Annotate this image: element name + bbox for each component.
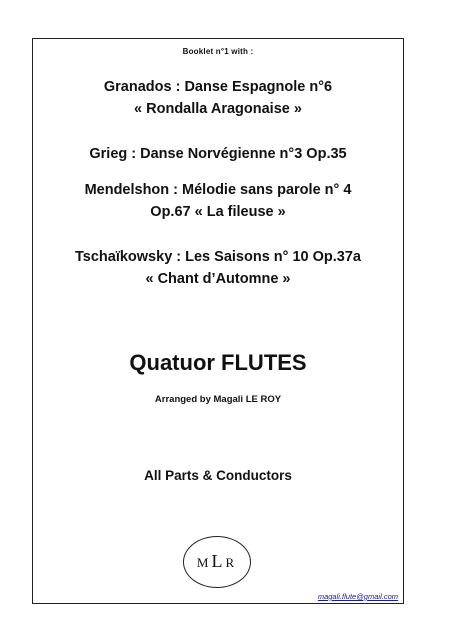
booklet-label: Booklet n°1 with : bbox=[182, 47, 254, 56]
parts-label: All Parts & Conductors bbox=[144, 468, 292, 483]
piece-granados bbox=[32, 76, 404, 120]
piece-granados-line1: Granados : Danse Espagnole n°6 bbox=[103, 79, 333, 95]
arranger-credit: Arranged by Magali LE ROY bbox=[154, 394, 282, 405]
mlr-logo bbox=[183, 536, 251, 588]
piece-grieg-line1: Grieg : Danse Norvégienne n°3 Op.35 bbox=[89, 146, 347, 162]
logo-monogram bbox=[184, 551, 250, 572]
page-border bbox=[32, 38, 404, 604]
piece-mendelshon-line1: Mendelshon : Mélodie sans parole n° 4 bbox=[84, 182, 352, 198]
piece-tschaikowsky-line1: Tschaïkowsky : Les Saisons n° 10 Op.37a bbox=[75, 249, 361, 265]
logo-letter-m: M bbox=[196, 555, 212, 570]
piece-granados-line2: « Rondalla Aragonaise » bbox=[134, 101, 302, 117]
piece-tschaikowsky-line2: « Chant d’Automne » bbox=[145, 271, 291, 287]
email-link[interactable]: magali.flute@gmail.com bbox=[317, 592, 398, 601]
logo-letter-r: R bbox=[225, 555, 238, 570]
piece-grieg bbox=[32, 143, 404, 165]
piece-mendelshon bbox=[32, 179, 404, 223]
page-title: Quatuor FLUTES bbox=[129, 350, 307, 375]
piece-tschaikowsky bbox=[32, 246, 404, 290]
logo-letter-l: L bbox=[211, 551, 226, 571]
piece-mendelshon-line2: Op.67 « La fileuse » bbox=[150, 204, 286, 220]
